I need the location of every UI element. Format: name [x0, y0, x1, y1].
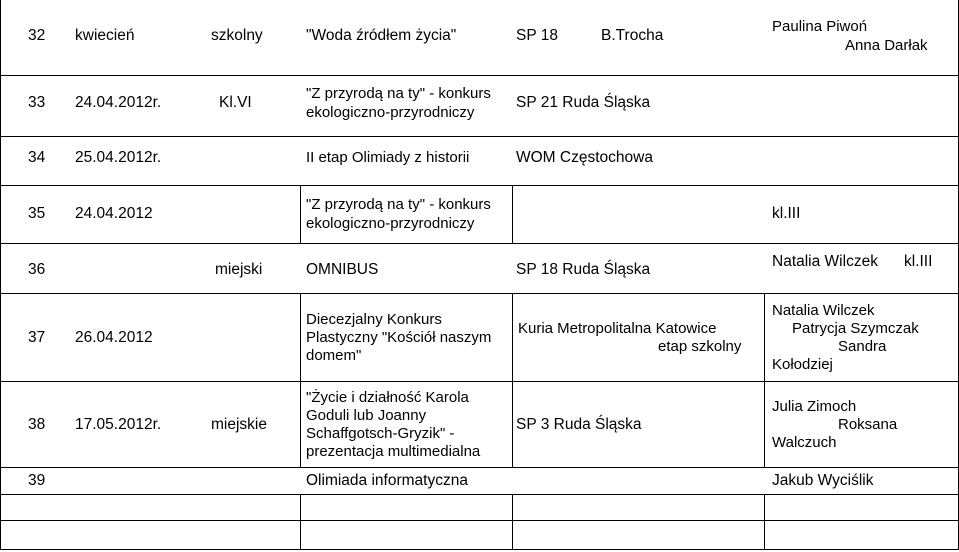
participant: Roksana [838, 416, 898, 433]
row-date: 24.04.2012 [75, 205, 153, 222]
row-competition: ekologiczno-przyrodniczy [306, 215, 475, 232]
row-teacher: B.Trocha [601, 27, 664, 44]
row-competition: "Woda źródłem życia" [306, 27, 457, 44]
row-divider [0, 549, 959, 550]
participant: Julia Zimoch [772, 398, 857, 415]
row-number: 36 [28, 261, 46, 278]
row-divider [0, 75, 959, 76]
participant: Anna Darłak [845, 37, 928, 54]
row-divider [0, 185, 959, 186]
row-date: kwiecień [75, 27, 135, 44]
row-date: 25.04.2012r. [75, 149, 162, 166]
row-date: 26.04.2012 [75, 329, 153, 346]
participant: Sandra [838, 338, 887, 355]
row-competition: Diecezjalny Konkurs [306, 311, 442, 328]
participant: Patrycja Szymczak [792, 320, 919, 337]
col-divider [512, 494, 513, 549]
row-number: 34 [28, 149, 46, 166]
row-number: 39 [28, 472, 46, 489]
col-divider [0, 0, 1, 549]
row-number: 37 [28, 329, 46, 346]
row-divider [0, 243, 959, 244]
col-divider [300, 185, 301, 243]
row-place: SP 3 Ruda Śląska [516, 416, 642, 433]
row-competition: OMNIBUS [306, 261, 379, 278]
row-place: Kuria Metropolitalna Katowice [518, 320, 717, 337]
row-divider [0, 381, 959, 382]
row-place: SP 21 Ruda Śląska [516, 94, 651, 111]
row-date: 24.04.2012r. [75, 94, 162, 111]
participant: kl.III [904, 253, 933, 270]
col-divider [300, 293, 301, 467]
col-divider [300, 494, 301, 549]
row-divider [0, 520, 959, 521]
row-divider [0, 293, 959, 294]
row-competition: Plastyczny "Kościół naszym [306, 329, 492, 346]
row-competition: ekologiczno-przyrodniczy [306, 104, 475, 121]
row-number: 35 [28, 205, 46, 222]
row-number: 33 [28, 94, 46, 111]
row-competition: domem" [306, 347, 362, 364]
row-competition: "Z przyrodą na ty" - konkurs [306, 85, 491, 102]
participant: Natalia Wilczek [772, 302, 875, 319]
row-divider [0, 494, 959, 495]
row-competition: Goduli lub Joanny [306, 407, 427, 424]
participant: kl.III [772, 205, 801, 222]
row-place: WOM Częstochowa [516, 149, 653, 166]
row-place: etap szkolny [658, 338, 742, 355]
row-level: miejski [215, 261, 263, 278]
col-divider [764, 293, 765, 467]
row-place: SP 18 Ruda Śląska [516, 261, 651, 278]
row-divider [0, 136, 959, 137]
row-place: SP 18 [516, 27, 558, 44]
row-level: Kl.VI [219, 94, 252, 111]
row-competition: "Z przyrodą na ty" - konkurs [306, 196, 491, 213]
col-divider [512, 185, 513, 243]
row-competition: Olimiada informatyczna [306, 472, 468, 489]
row-competition: Schaffgotsch-Gryzik" - [306, 425, 455, 442]
row-date: 17.05.2012r. [75, 416, 162, 433]
participant: Walczuch [772, 434, 837, 451]
row-level: miejskie [211, 416, 267, 433]
row-number: 38 [28, 416, 46, 433]
row-level: szkolny [211, 27, 263, 44]
participant: Paulina Piwoń [772, 18, 868, 35]
row-divider [0, 467, 959, 468]
participant: Kołodziej [772, 356, 833, 373]
col-divider [764, 494, 765, 549]
row-competition: II etap Olimiady z historii [306, 149, 470, 166]
row-competition: "Życie i działność Karola [306, 389, 469, 406]
row-competition: prezentacja multimedialna [306, 443, 481, 460]
participant: Jakub Wyciślik [772, 472, 874, 489]
col-divider [512, 293, 513, 467]
participant: Natalia Wilczek [772, 253, 878, 270]
row-number: 32 [28, 27, 46, 44]
